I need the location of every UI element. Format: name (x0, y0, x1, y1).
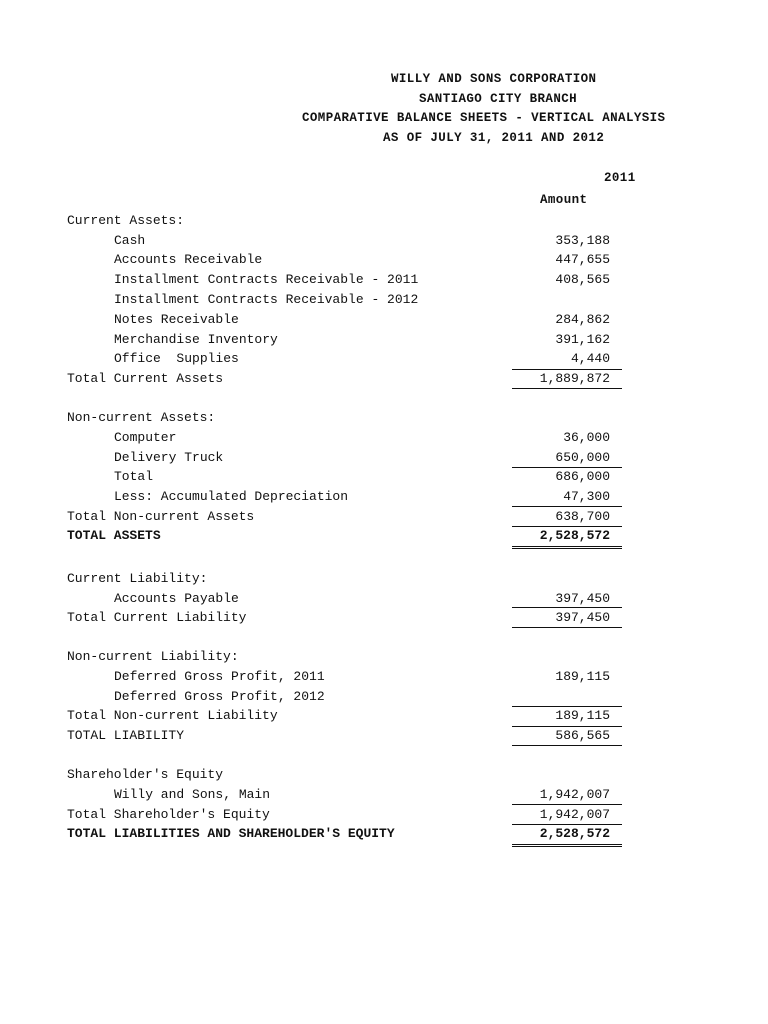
double-underline (512, 844, 622, 847)
line-label: Accounts Receivable (114, 252, 263, 267)
table-row (0, 231, 624, 251)
underline (512, 745, 622, 746)
noncurrent-liability-heading: Non-current Liability: (67, 649, 239, 664)
total-row (0, 369, 624, 389)
total-amount: 1,942,007 (539, 807, 610, 822)
line-label: Cash (114, 233, 146, 248)
table-row (0, 667, 624, 687)
section-heading (0, 408, 624, 428)
total-liability-amount: 586,565 (555, 728, 610, 743)
line-amount: 284,862 (555, 312, 610, 327)
total-assets-amount: 2,528,572 (539, 528, 610, 543)
statement-period: AS OF JULY 31, 2011 AND 2012 (383, 131, 605, 145)
line-label: Total (114, 469, 154, 484)
total-amount: 189,115 (555, 708, 610, 723)
branch-name: SANTIAGO CITY BRANCH (419, 92, 578, 106)
grand-total-row (0, 526, 624, 546)
total-row (0, 706, 624, 726)
current-liability-heading: Current Liability: (67, 571, 208, 586)
amount-column-header: Amount (540, 193, 588, 207)
line-amount: 447,655 (555, 252, 610, 267)
section-heading (0, 647, 624, 667)
line-amount: 47,300 (563, 489, 610, 504)
line-amount: 189,115 (555, 669, 610, 684)
line-amount: 397,450 (555, 591, 610, 606)
line-amount: 1,942,007 (539, 787, 610, 802)
line-amount: 353,188 (555, 233, 610, 248)
year-column-header: 2011 (604, 171, 636, 185)
line-amount: 686,000 (555, 469, 610, 484)
line-label: Delivery Truck (114, 450, 224, 465)
line-amount: 408,565 (555, 272, 610, 287)
line-amount: 650,000 (555, 450, 610, 465)
total-label: Total Shareholder's Equity (67, 807, 270, 822)
line-label: Office Supplies (114, 351, 239, 366)
total-label: Total Non-current Liability (67, 708, 278, 723)
line-label: Accounts Payable (114, 591, 239, 606)
section-heading (0, 569, 624, 589)
line-label: Deferred Gross Profit, 2012 (114, 689, 325, 704)
line-amount: 36,000 (563, 430, 610, 445)
total-label: Total Current Liability (67, 610, 247, 625)
table-row (0, 349, 624, 369)
line-label: Deferred Gross Profit, 2011 (114, 669, 325, 684)
total-liabilities-equity-label: TOTAL LIABILITIES AND SHAREHOLDER'S EQUITY (67, 826, 395, 841)
total-amount: 638,700 (555, 509, 610, 524)
table-row (0, 467, 624, 487)
table-row (0, 448, 624, 468)
line-label: Computer (114, 430, 177, 445)
total-amount: 1,889,872 (539, 371, 610, 386)
grand-total-row (0, 824, 624, 844)
table-row (0, 250, 624, 270)
noncurrent-assets-heading: Non-current Assets: (67, 410, 216, 425)
line-label: Less: Accumulated Depreciation (114, 489, 349, 504)
underline (512, 388, 622, 389)
table-row (0, 428, 624, 448)
total-row (0, 608, 624, 628)
total-row (0, 805, 624, 825)
table-row (0, 310, 624, 330)
double-underline (512, 546, 622, 549)
line-label: Installment Contracts Receivable - 2012 (114, 292, 419, 307)
total-amount: 397,450 (555, 610, 610, 625)
statement-title: COMPARATIVE BALANCE SHEETS - VERTICAL ANALYSIS (302, 111, 666, 125)
table-row (0, 290, 624, 310)
table-row (0, 487, 624, 507)
section-heading (0, 211, 624, 231)
current-assets-heading: Current Assets: (67, 213, 185, 228)
line-label: Merchandise Inventory (114, 332, 278, 347)
total-label: Total Non-current Assets (67, 509, 255, 524)
table-row (0, 687, 624, 707)
total-liability-label: TOTAL LIABILITY (67, 728, 185, 743)
company-name: WILLY AND SONS CORPORATION (391, 72, 597, 86)
total-assets-label: TOTAL ASSETS (67, 528, 161, 543)
total-row (0, 726, 624, 746)
line-amount: 4,440 (570, 351, 610, 366)
table-row (0, 589, 624, 609)
line-label: Willy and Sons, Main (114, 787, 271, 802)
line-label: Notes Receivable (114, 312, 239, 327)
total-liabilities-equity-amount: 2,528,572 (539, 826, 610, 841)
line-label: Installment Contracts Receivable - 2011 (114, 272, 419, 287)
section-heading (0, 765, 624, 785)
underline (512, 627, 622, 628)
line-amount: 391,162 (555, 332, 610, 347)
equity-heading: Shareholder's Equity (67, 767, 224, 782)
table-row (0, 270, 624, 290)
table-row (0, 785, 624, 805)
table-row (0, 330, 624, 350)
total-row (0, 507, 624, 527)
total-label: Total Current Assets (67, 371, 224, 386)
